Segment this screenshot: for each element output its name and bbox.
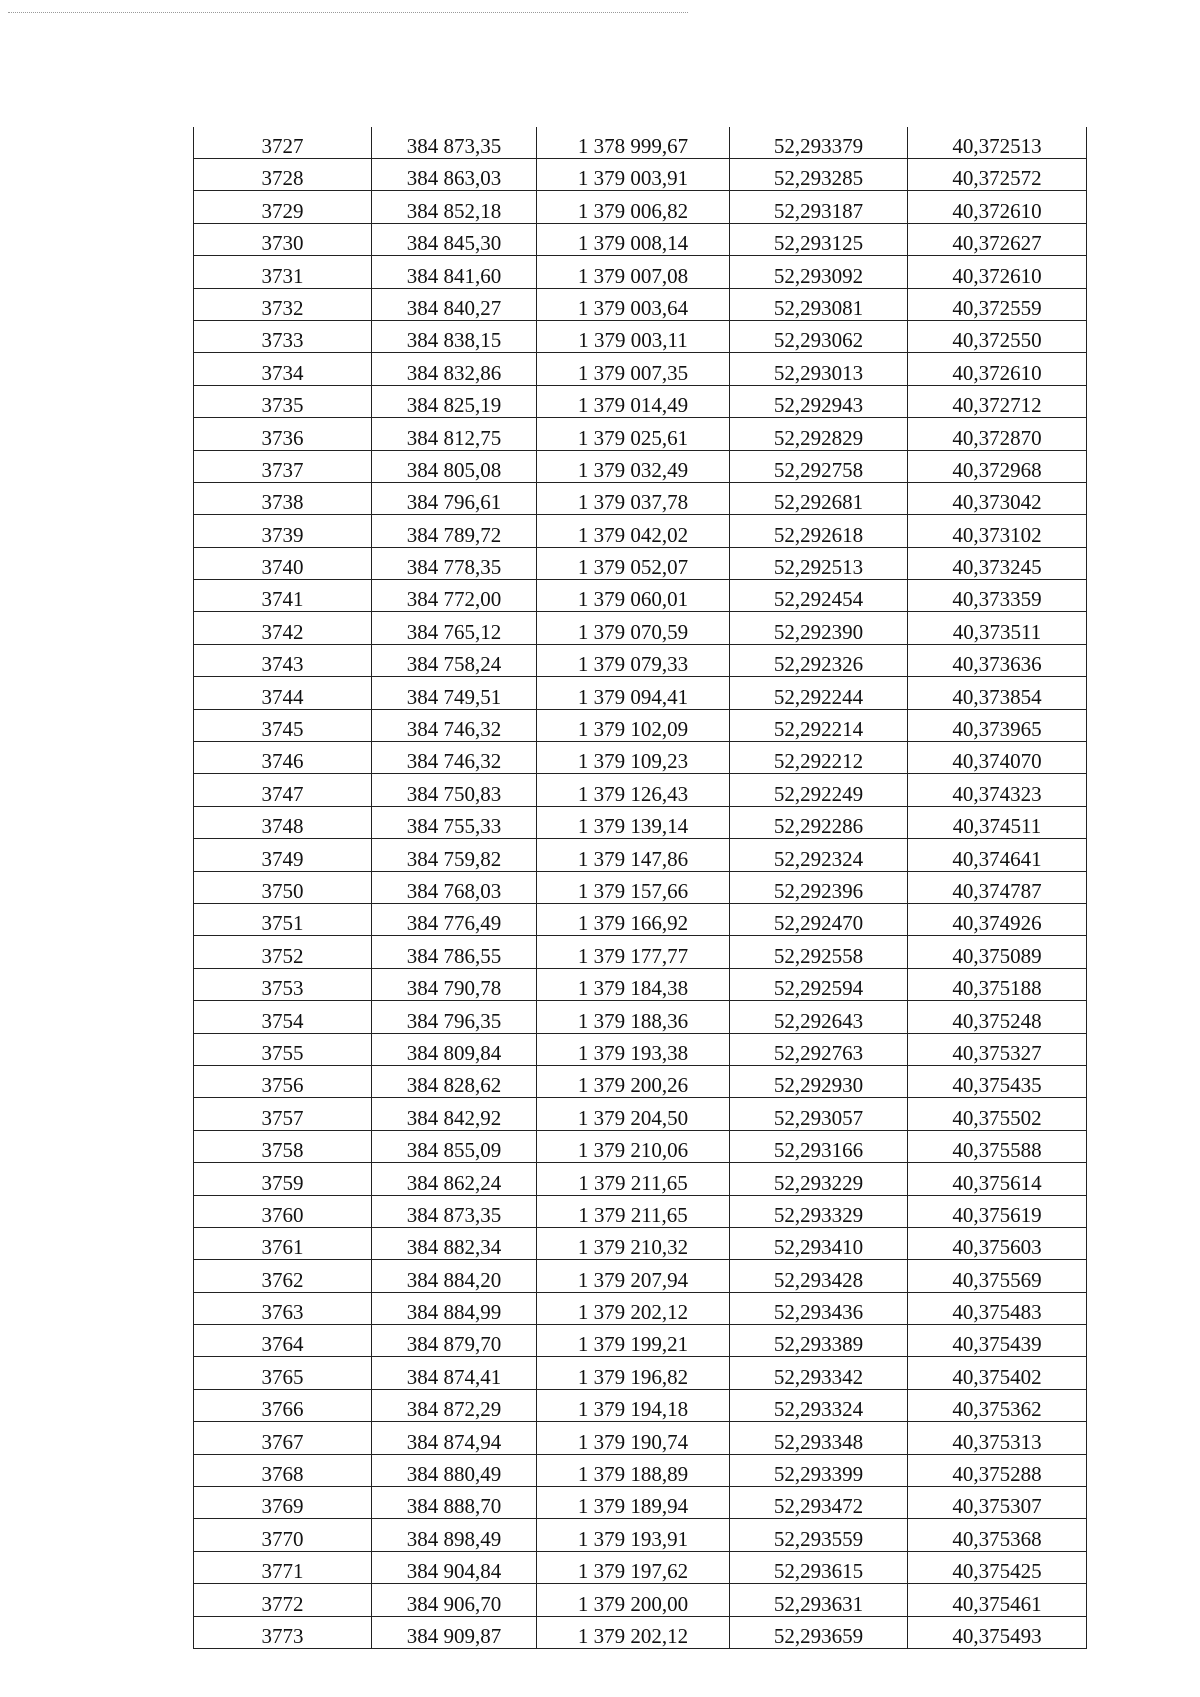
y-coordinate-cell: 1 379 006,82: [537, 191, 730, 223]
point-number-cell: 3763: [194, 1292, 372, 1324]
point-number-cell: 3741: [194, 580, 372, 612]
longitude-cell: 40,372968: [908, 450, 1087, 482]
y-coordinate-cell: 1 379 211,65: [537, 1195, 730, 1227]
point-number-cell: 3768: [194, 1454, 372, 1486]
latitude-cell: 52,293081: [730, 288, 908, 320]
latitude-cell: 52,293229: [730, 1163, 908, 1195]
latitude-cell: 52,292558: [730, 936, 908, 968]
point-number-cell: 3732: [194, 288, 372, 320]
x-coordinate-cell: 384 873,35: [372, 127, 537, 159]
point-number-cell: 3736: [194, 418, 372, 450]
latitude-cell: 52,293428: [730, 1260, 908, 1292]
y-coordinate-cell: 1 379 210,06: [537, 1130, 730, 1162]
longitude-cell: 40,373511: [908, 612, 1087, 644]
y-coordinate-cell: 1 379 177,77: [537, 936, 730, 968]
table-row: [194, 644, 1087, 676]
y-coordinate-cell: 1 379 207,94: [537, 1260, 730, 1292]
y-coordinate-cell: 1 379 079,33: [537, 644, 730, 676]
table-row: [194, 1065, 1087, 1097]
table-row: [194, 1551, 1087, 1583]
table-row: [194, 288, 1087, 320]
longitude-cell: 40,372610: [908, 256, 1087, 288]
latitude-cell: 52,292286: [730, 806, 908, 838]
x-coordinate-cell: 384 746,32: [372, 742, 537, 774]
x-coordinate-cell: 384 838,15: [372, 320, 537, 352]
table-row: [194, 1616, 1087, 1648]
longitude-cell: 40,375483: [908, 1292, 1087, 1324]
x-coordinate-cell: 384 863,03: [372, 159, 537, 191]
y-coordinate-cell: 1 379 003,91: [537, 159, 730, 191]
point-number-cell: 3767: [194, 1422, 372, 1454]
latitude-cell: 52,293615: [730, 1551, 908, 1583]
latitude-cell: 52,293559: [730, 1519, 908, 1551]
point-number-cell: 3752: [194, 936, 372, 968]
y-coordinate-cell: 1 379 139,14: [537, 806, 730, 838]
table-row: [194, 191, 1087, 223]
table-row: [194, 709, 1087, 741]
latitude-cell: 52,292214: [730, 709, 908, 741]
point-number-cell: 3733: [194, 320, 372, 352]
longitude-cell: 40,375327: [908, 1033, 1087, 1065]
y-coordinate-cell: 1 379 193,91: [537, 1519, 730, 1551]
longitude-cell: 40,375089: [908, 936, 1087, 968]
longitude-cell: 40,372513: [908, 127, 1087, 159]
latitude-cell: 52,293285: [730, 159, 908, 191]
latitude-cell: 52,292249: [730, 774, 908, 806]
y-coordinate-cell: 1 379 196,82: [537, 1357, 730, 1389]
table-row: [194, 1130, 1087, 1162]
y-coordinate-cell: 1 379 211,65: [537, 1163, 730, 1195]
latitude-cell: 52,292930: [730, 1065, 908, 1097]
table-row: [194, 353, 1087, 385]
y-coordinate-cell: 1 379 126,43: [537, 774, 730, 806]
y-coordinate-cell: 1 379 188,36: [537, 1001, 730, 1033]
latitude-cell: 52,293062: [730, 320, 908, 352]
point-number-cell: 3772: [194, 1584, 372, 1616]
y-coordinate-cell: 1 379 008,14: [537, 223, 730, 255]
point-number-cell: 3760: [194, 1195, 372, 1227]
y-coordinate-cell: 1 379 166,92: [537, 903, 730, 935]
latitude-cell: 52,292454: [730, 580, 908, 612]
latitude-cell: 52,293187: [730, 191, 908, 223]
longitude-cell: 40,375614: [908, 1163, 1087, 1195]
table-row: [194, 1260, 1087, 1292]
point-number-cell: 3754: [194, 1001, 372, 1033]
x-coordinate-cell: 384 841,60: [372, 256, 537, 288]
longitude-cell: 40,375619: [908, 1195, 1087, 1227]
point-number-cell: 3730: [194, 223, 372, 255]
longitude-cell: 40,372559: [908, 288, 1087, 320]
y-coordinate-cell: 1 379 193,38: [537, 1033, 730, 1065]
latitude-cell: 52,292470: [730, 903, 908, 935]
table-row: [194, 1519, 1087, 1551]
latitude-cell: 52,292324: [730, 839, 908, 871]
table-row: [194, 612, 1087, 644]
table-row: [194, 418, 1087, 450]
latitude-cell: 52,292681: [730, 482, 908, 514]
y-coordinate-cell: 1 379 070,59: [537, 612, 730, 644]
y-coordinate-cell: 1 379 197,62: [537, 1551, 730, 1583]
table-row: [194, 1195, 1087, 1227]
latitude-cell: 52,292244: [730, 677, 908, 709]
longitude-cell: 40,375569: [908, 1260, 1087, 1292]
point-number-cell: 3750: [194, 871, 372, 903]
longitude-cell: 40,373042: [908, 482, 1087, 514]
table-row: [194, 223, 1087, 255]
x-coordinate-cell: 384 805,08: [372, 450, 537, 482]
y-coordinate-cell: 1 379 200,26: [537, 1065, 730, 1097]
coordinates-table: [193, 127, 1087, 1649]
point-number-cell: 3747: [194, 774, 372, 806]
point-number-cell: 3742: [194, 612, 372, 644]
table-row: [194, 1389, 1087, 1421]
y-coordinate-cell: 1 379 014,49: [537, 385, 730, 417]
y-coordinate-cell: 1 379 007,08: [537, 256, 730, 288]
y-coordinate-cell: 1 379 199,21: [537, 1325, 730, 1357]
x-coordinate-cell: 384 862,24: [372, 1163, 537, 1195]
table-row: [194, 256, 1087, 288]
y-coordinate-cell: 1 379 200,00: [537, 1584, 730, 1616]
longitude-cell: 40,374070: [908, 742, 1087, 774]
latitude-cell: 52,293342: [730, 1357, 908, 1389]
longitude-cell: 40,375502: [908, 1098, 1087, 1130]
table-row: [194, 968, 1087, 1000]
x-coordinate-cell: 384 809,84: [372, 1033, 537, 1065]
latitude-cell: 52,292643: [730, 1001, 908, 1033]
latitude-cell: 52,293329: [730, 1195, 908, 1227]
latitude-cell: 52,293166: [730, 1130, 908, 1162]
point-number-cell: 3744: [194, 677, 372, 709]
longitude-cell: 40,372610: [908, 353, 1087, 385]
longitude-cell: 40,374323: [908, 774, 1087, 806]
x-coordinate-cell: 384 789,72: [372, 515, 537, 547]
latitude-cell: 52,292326: [730, 644, 908, 676]
table-row: [194, 1163, 1087, 1195]
x-coordinate-cell: 384 884,20: [372, 1260, 537, 1292]
table-row: [194, 320, 1087, 352]
table-row: [194, 1422, 1087, 1454]
x-coordinate-cell: 384 840,27: [372, 288, 537, 320]
longitude-cell: 40,373854: [908, 677, 1087, 709]
y-coordinate-cell: 1 379 147,86: [537, 839, 730, 871]
x-coordinate-cell: 384 845,30: [372, 223, 537, 255]
longitude-cell: 40,372627: [908, 223, 1087, 255]
longitude-cell: 40,372870: [908, 418, 1087, 450]
point-number-cell: 3740: [194, 547, 372, 579]
y-coordinate-cell: 1 379 094,41: [537, 677, 730, 709]
point-number-cell: 3765: [194, 1357, 372, 1389]
x-coordinate-cell: 384 765,12: [372, 612, 537, 644]
longitude-cell: 40,372610: [908, 191, 1087, 223]
x-coordinate-cell: 384 884,99: [372, 1292, 537, 1324]
x-coordinate-cell: 384 778,35: [372, 547, 537, 579]
point-number-cell: 3746: [194, 742, 372, 774]
latitude-cell: 52,293659: [730, 1616, 908, 1648]
latitude-cell: 52,293092: [730, 256, 908, 288]
y-coordinate-cell: 1 378 999,67: [537, 127, 730, 159]
latitude-cell: 52,292513: [730, 547, 908, 579]
point-number-cell: 3758: [194, 1130, 372, 1162]
longitude-cell: 40,375493: [908, 1616, 1087, 1648]
x-coordinate-cell: 384 812,75: [372, 418, 537, 450]
y-coordinate-cell: 1 379 102,09: [537, 709, 730, 741]
latitude-cell: 52,292396: [730, 871, 908, 903]
latitude-cell: 52,293013: [730, 353, 908, 385]
longitude-cell: 40,372572: [908, 159, 1087, 191]
x-coordinate-cell: 384 825,19: [372, 385, 537, 417]
x-coordinate-cell: 384 873,35: [372, 1195, 537, 1227]
y-coordinate-cell: 1 379 032,49: [537, 450, 730, 482]
x-coordinate-cell: 384 768,03: [372, 871, 537, 903]
x-coordinate-cell: 384 786,55: [372, 936, 537, 968]
x-coordinate-cell: 384 746,32: [372, 709, 537, 741]
latitude-cell: 52,292829: [730, 418, 908, 450]
y-coordinate-cell: 1 379 202,12: [537, 1616, 730, 1648]
latitude-cell: 52,292594: [730, 968, 908, 1000]
longitude-cell: 40,375368: [908, 1519, 1087, 1551]
longitude-cell: 40,375435: [908, 1065, 1087, 1097]
point-number-cell: 3773: [194, 1616, 372, 1648]
point-number-cell: 3761: [194, 1227, 372, 1259]
longitude-cell: 40,375248: [908, 1001, 1087, 1033]
x-coordinate-cell: 384 906,70: [372, 1584, 537, 1616]
table-row: [194, 547, 1087, 579]
x-coordinate-cell: 384 904,84: [372, 1551, 537, 1583]
latitude-cell: 52,292212: [730, 742, 908, 774]
point-number-cell: 3737: [194, 450, 372, 482]
longitude-cell: 40,374511: [908, 806, 1087, 838]
longitude-cell: 40,375288: [908, 1454, 1087, 1486]
y-coordinate-cell: 1 379 188,89: [537, 1454, 730, 1486]
x-coordinate-cell: 384 888,70: [372, 1487, 537, 1519]
table-row: [194, 677, 1087, 709]
latitude-cell: 52,293389: [730, 1325, 908, 1357]
point-number-cell: 3762: [194, 1260, 372, 1292]
x-coordinate-cell: 384 755,33: [372, 806, 537, 838]
point-number-cell: 3743: [194, 644, 372, 676]
longitude-cell: 40,373965: [908, 709, 1087, 741]
point-number-cell: 3748: [194, 806, 372, 838]
latitude-cell: 52,293348: [730, 1422, 908, 1454]
x-coordinate-cell: 384 749,51: [372, 677, 537, 709]
x-coordinate-cell: 384 872,29: [372, 1389, 537, 1421]
point-number-cell: 3728: [194, 159, 372, 191]
x-coordinate-cell: 384 855,09: [372, 1130, 537, 1162]
y-coordinate-cell: 1 379 184,38: [537, 968, 730, 1000]
y-coordinate-cell: 1 379 037,78: [537, 482, 730, 514]
table-row: [194, 806, 1087, 838]
latitude-cell: 52,292390: [730, 612, 908, 644]
table-row: [194, 1292, 1087, 1324]
latitude-cell: 52,293057: [730, 1098, 908, 1130]
point-number-cell: 3770: [194, 1519, 372, 1551]
y-coordinate-cell: 1 379 204,50: [537, 1098, 730, 1130]
point-number-cell: 3739: [194, 515, 372, 547]
point-number-cell: 3757: [194, 1098, 372, 1130]
table-row: [194, 1001, 1087, 1033]
longitude-cell: 40,372712: [908, 385, 1087, 417]
latitude-cell: 52,293631: [730, 1584, 908, 1616]
point-number-cell: 3764: [194, 1325, 372, 1357]
x-coordinate-cell: 384 874,94: [372, 1422, 537, 1454]
latitude-cell: 52,293472: [730, 1487, 908, 1519]
point-number-cell: 3729: [194, 191, 372, 223]
x-coordinate-cell: 384 759,82: [372, 839, 537, 871]
longitude-cell: 40,373359: [908, 580, 1087, 612]
longitude-cell: 40,374787: [908, 871, 1087, 903]
x-coordinate-cell: 384 796,35: [372, 1001, 537, 1033]
point-number-cell: 3766: [194, 1389, 372, 1421]
point-number-cell: 3731: [194, 256, 372, 288]
longitude-cell: 40,373636: [908, 644, 1087, 676]
longitude-cell: 40,375603: [908, 1227, 1087, 1259]
x-coordinate-cell: 384 852,18: [372, 191, 537, 223]
table-row: [194, 742, 1087, 774]
x-coordinate-cell: 384 796,61: [372, 482, 537, 514]
table-row: [194, 936, 1087, 968]
y-coordinate-cell: 1 379 190,74: [537, 1422, 730, 1454]
x-coordinate-cell: 384 880,49: [372, 1454, 537, 1486]
y-coordinate-cell: 1 379 157,66: [537, 871, 730, 903]
y-coordinate-cell: 1 379 189,94: [537, 1487, 730, 1519]
point-number-cell: 3749: [194, 839, 372, 871]
table-row: [194, 515, 1087, 547]
point-number-cell: 3759: [194, 1163, 372, 1195]
table-row: [194, 1098, 1087, 1130]
x-coordinate-cell: 384 842,92: [372, 1098, 537, 1130]
y-coordinate-cell: 1 379 202,12: [537, 1292, 730, 1324]
longitude-cell: 40,372550: [908, 320, 1087, 352]
x-coordinate-cell: 384 750,83: [372, 774, 537, 806]
longitude-cell: 40,374926: [908, 903, 1087, 935]
table-row: [194, 774, 1087, 806]
point-number-cell: 3745: [194, 709, 372, 741]
longitude-cell: 40,375588: [908, 1130, 1087, 1162]
y-coordinate-cell: 1 379 003,11: [537, 320, 730, 352]
x-coordinate-cell: 384 909,87: [372, 1616, 537, 1648]
y-coordinate-cell: 1 379 109,23: [537, 742, 730, 774]
y-coordinate-cell: 1 379 194,18: [537, 1389, 730, 1421]
table-row: [194, 580, 1087, 612]
y-coordinate-cell: 1 379 003,64: [537, 288, 730, 320]
longitude-cell: 40,373102: [908, 515, 1087, 547]
latitude-cell: 52,292618: [730, 515, 908, 547]
latitude-cell: 52,293399: [730, 1454, 908, 1486]
table-row: [194, 1584, 1087, 1616]
table-row: [194, 839, 1087, 871]
longitude-cell: 40,375313: [908, 1422, 1087, 1454]
table-row: [194, 482, 1087, 514]
latitude-cell: 52,293436: [730, 1292, 908, 1324]
y-coordinate-cell: 1 379 025,61: [537, 418, 730, 450]
point-number-cell: 3751: [194, 903, 372, 935]
point-number-cell: 3755: [194, 1033, 372, 1065]
table-row: [194, 127, 1087, 159]
longitude-cell: 40,375307: [908, 1487, 1087, 1519]
longitude-cell: 40,373245: [908, 547, 1087, 579]
table-row: [194, 159, 1087, 191]
latitude-cell: 52,293410: [730, 1227, 908, 1259]
table-row: [194, 903, 1087, 935]
y-coordinate-cell: 1 379 060,01: [537, 580, 730, 612]
x-coordinate-cell: 384 898,49: [372, 1519, 537, 1551]
point-number-cell: 3735: [194, 385, 372, 417]
longitude-cell: 40,375188: [908, 968, 1087, 1000]
latitude-cell: 52,292943: [730, 385, 908, 417]
y-coordinate-cell: 1 379 210,32: [537, 1227, 730, 1259]
x-coordinate-cell: 384 772,00: [372, 580, 537, 612]
point-number-cell: 3734: [194, 353, 372, 385]
longitude-cell: 40,375461: [908, 1584, 1087, 1616]
table-row: [194, 1487, 1087, 1519]
point-number-cell: 3753: [194, 968, 372, 1000]
x-coordinate-cell: 384 828,62: [372, 1065, 537, 1097]
y-coordinate-cell: 1 379 052,07: [537, 547, 730, 579]
longitude-cell: 40,375402: [908, 1357, 1087, 1389]
longitude-cell: 40,375425: [908, 1551, 1087, 1583]
table-row: [194, 385, 1087, 417]
coordinates-table-body: [194, 127, 1087, 1648]
table-row: [194, 1227, 1087, 1259]
point-number-cell: 3756: [194, 1065, 372, 1097]
x-coordinate-cell: 384 758,24: [372, 644, 537, 676]
x-coordinate-cell: 384 790,78: [372, 968, 537, 1000]
point-number-cell: 3769: [194, 1487, 372, 1519]
table-row: [194, 1033, 1087, 1065]
table-row: [194, 1325, 1087, 1357]
table-row: [194, 1454, 1087, 1486]
longitude-cell: 40,375439: [908, 1325, 1087, 1357]
longitude-cell: 40,375362: [908, 1389, 1087, 1421]
y-coordinate-cell: 1 379 042,02: [537, 515, 730, 547]
longitude-cell: 40,374641: [908, 839, 1087, 871]
y-coordinate-cell: 1 379 007,35: [537, 353, 730, 385]
point-number-cell: 3771: [194, 1551, 372, 1583]
table-row: [194, 450, 1087, 482]
latitude-cell: 52,293324: [730, 1389, 908, 1421]
x-coordinate-cell: 384 832,86: [372, 353, 537, 385]
table-row: [194, 871, 1087, 903]
latitude-cell: 52,293125: [730, 223, 908, 255]
x-coordinate-cell: 384 874,41: [372, 1357, 537, 1389]
latitude-cell: 52,292758: [730, 450, 908, 482]
x-coordinate-cell: 384 776,49: [372, 903, 537, 935]
table-row: [194, 1357, 1087, 1389]
x-coordinate-cell: 384 879,70: [372, 1325, 537, 1357]
latitude-cell: 52,292763: [730, 1033, 908, 1065]
point-number-cell: 3727: [194, 127, 372, 159]
scan-edge-line: [8, 12, 688, 13]
point-number-cell: 3738: [194, 482, 372, 514]
latitude-cell: 52,293379: [730, 127, 908, 159]
x-coordinate-cell: 384 882,34: [372, 1227, 537, 1259]
